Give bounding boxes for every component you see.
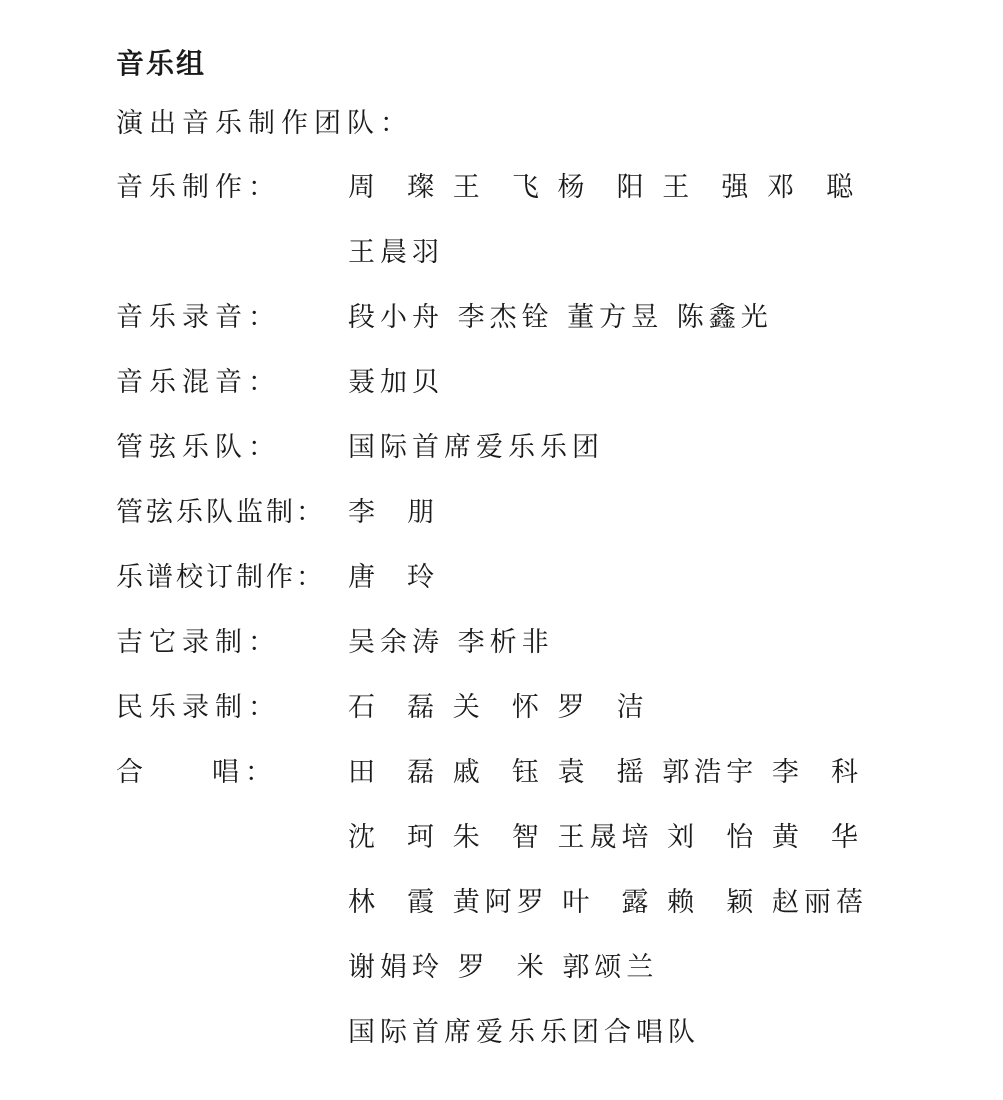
- role-label: 吉它录制：: [116, 627, 281, 658]
- name-line: 唐 玲: [348, 562, 440, 593]
- name-line: 国际首席爱乐乐团: [348, 432, 604, 463]
- name-list: [348, 428, 604, 468]
- name-line: 田 磊 戚 钰 袁 摇 郭浩宇 李 科: [348, 757, 863, 788]
- role-label-part: 合: [116, 757, 143, 788]
- name-list: [348, 688, 649, 728]
- section-title: 音乐组: [116, 47, 207, 80]
- credits-document: [116, 40, 936, 1078]
- credit-entry-chorus: [116, 753, 936, 1053]
- team-subtitle: 演出音乐制作团队：: [116, 108, 413, 139]
- role-label: [116, 753, 348, 793]
- role-label: 民乐录制：: [116, 692, 281, 723]
- credit-entry-orchestra-supervisor: [116, 493, 936, 533]
- role-label-part: 唱：: [212, 757, 278, 788]
- name-line: 沈 珂 朱 智 王晟培 刘 怡 黄 华: [348, 822, 863, 853]
- credit-entry-folk-recording: [116, 688, 936, 728]
- name-list: [348, 168, 858, 273]
- credit-entry-orchestra: [116, 428, 936, 468]
- name-line: 国际首席爱乐乐团合唱队: [348, 1017, 700, 1048]
- name-line: 段小舟 李杰铨 董方昱 陈鑫光: [348, 302, 773, 333]
- role-label: 音乐混音：: [116, 367, 281, 398]
- name-list: [348, 623, 554, 663]
- role-label: 音乐录音：: [116, 302, 281, 333]
- name-line: 吴余涛 李析非: [348, 627, 554, 658]
- credit-entry-score-editing: [116, 558, 936, 598]
- name-line: 周 璨 王 飞 杨 阳 王 强 邓 聪: [348, 172, 859, 203]
- name-line: 石 磊 关 怀 罗 洁: [348, 692, 649, 723]
- name-line: 聂加贝: [348, 367, 444, 398]
- name-list: [348, 753, 868, 1053]
- credit-entry-music-production: [116, 168, 936, 273]
- name-list: [348, 363, 444, 403]
- credit-entry-music-recording: [116, 298, 936, 338]
- credit-entry-music-mixing: [116, 363, 936, 403]
- name-line: 林 霞 黄阿罗 叶 露 赖 颖 赵丽蓓: [348, 887, 868, 918]
- role-label: 管弦乐队：: [116, 432, 281, 463]
- name-line: 李 朋: [348, 497, 440, 528]
- name-list: [348, 493, 439, 533]
- role-label: 乐谱校订制作：: [116, 562, 326, 593]
- credit-entry-guitar-recording: [116, 623, 936, 663]
- role-label: 音乐制作：: [116, 172, 281, 203]
- role-label: 管弦乐队监制：: [116, 497, 326, 528]
- name-list: [348, 298, 773, 338]
- name-list: [348, 558, 439, 598]
- name-line: 谢娟玲 罗 米 郭颂兰: [348, 952, 659, 983]
- name-line: 王晨羽: [348, 237, 444, 268]
